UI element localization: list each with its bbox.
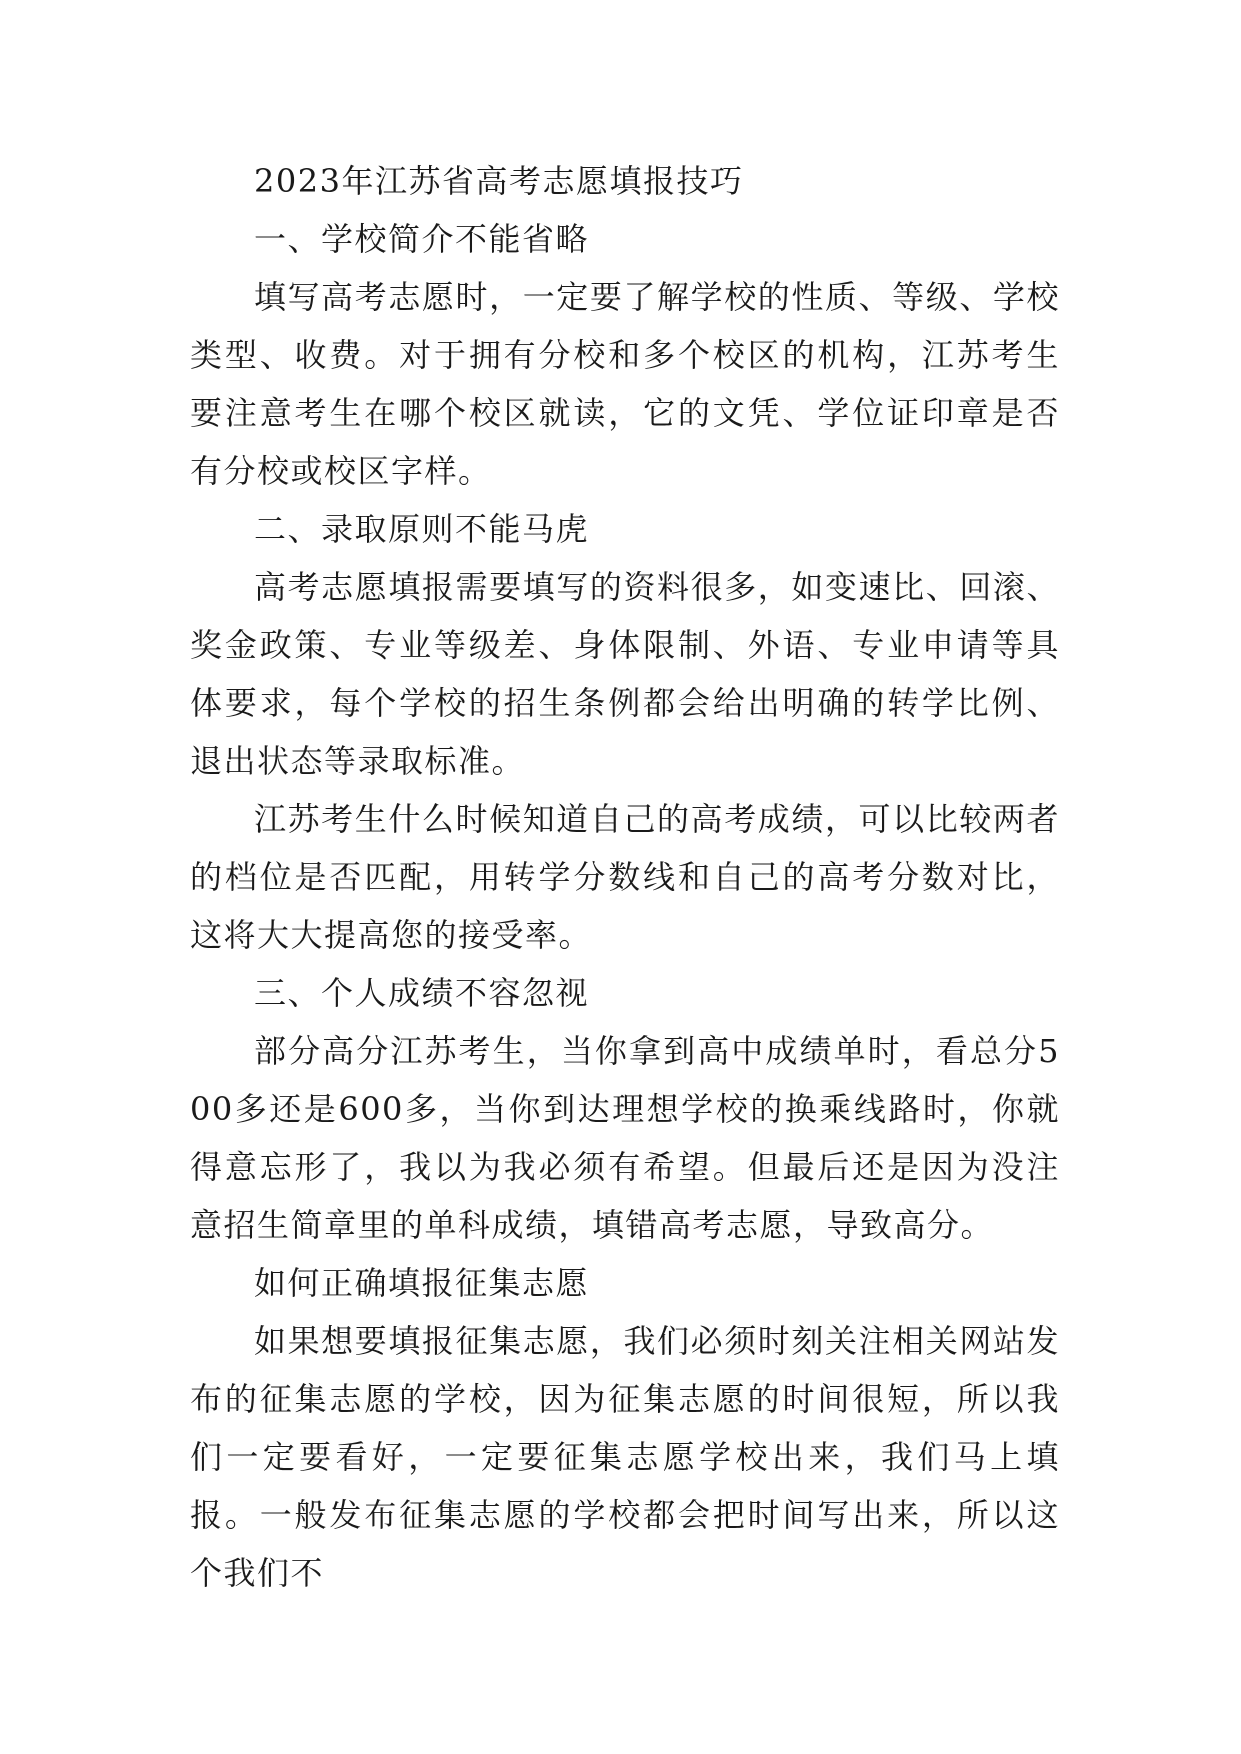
paragraph-supplementary: 如果想要填报征集志愿，我们必须时刻关注相关网站发布的征集志愿的学校，因为征集志愿的时间很短，所以我们一定要看好，一定要征集志愿学校出来，我们马上填报。一般发布征集志愿的学校都会把时间写出来，所以这个我们不 xyxy=(190,1322,1060,1592)
paragraph-personal-scores: 部分高分江苏考生，当你拿到高中成绩单时，看总分500多还是600多，当你到达理想学校的换乘线路时，你就得意忘形了，我以为我必须有希望。但最后还是因为没注意招生简章里的单科成绩，填错高考志愿，导致高分。 xyxy=(190,1032,1060,1244)
document-body xyxy=(190,152,1060,1602)
section-heading-1: 一、学校简介不能省略 xyxy=(254,220,590,258)
section-heading-4: 如何正确填报征集志愿 xyxy=(254,1264,590,1302)
paragraph-score-compare: 江苏考生什么时候知道自己的高考成绩，可以比较两者的档位是否匹配，用转学分数线和自己的高考分数对比，这将大大提高您的接受率。 xyxy=(190,800,1060,954)
document-title: 2023年江苏省高考志愿填报技巧 xyxy=(254,162,744,200)
section-heading-2: 二、录取原则不能马虎 xyxy=(254,510,590,548)
section-heading-3: 三、个人成绩不容忽视 xyxy=(254,974,590,1012)
paragraph-school-intro: 填写高考志愿时，一定要了解学校的性质、等级、学校类型、收费。对于拥有分校和多个校区的机构，江苏考生要注意考生在哪个校区就读，它的文凭、学位证印章是否有分校或校区字样。 xyxy=(190,278,1060,490)
paragraph-admission-rules: 高考志愿填报需要填写的资料很多，如变速比、回滚、奖金政策、专业等级差、身体限制、外语、专业申请等具体要求，每个学校的招生条例都会给出明确的转学比例、退出状态等录取标准。 xyxy=(190,568,1060,780)
